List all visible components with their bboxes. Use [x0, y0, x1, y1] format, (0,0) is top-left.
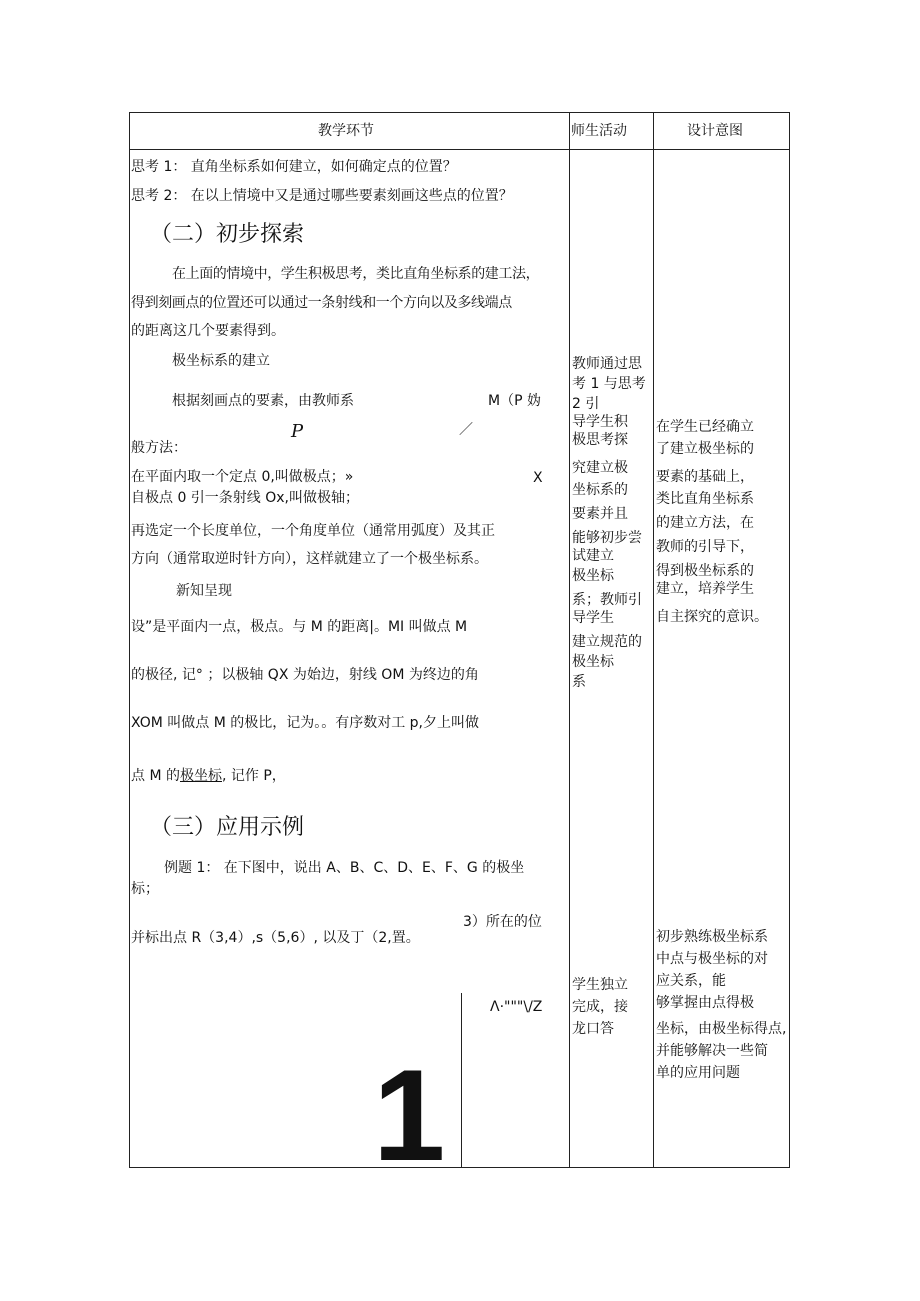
activity-line: 系；教师引 — [572, 592, 642, 608]
activity-line: 系 — [572, 674, 586, 690]
section-heading-2: （二）初步探索 — [150, 222, 305, 247]
general-method-label: 般方法： — [131, 440, 187, 456]
paragraph-line: 的距离这几个要素得到。 — [131, 323, 285, 339]
x-label: X — [533, 470, 543, 486]
activity-line: 建立规范的 — [572, 634, 642, 650]
subheading-polar-system: 极坐标系的建立 — [172, 353, 270, 369]
intent-line: 得到极坐标系的 — [656, 563, 754, 579]
garbled-figure-label: Λ·"""\/Z — [490, 999, 543, 1015]
activity-line: 完成，接 — [572, 999, 628, 1015]
activity-line: 究建立极 — [572, 460, 628, 476]
definition-line: XOM 叫做点 M 的极比，记为。。有序数对工 p,夕上叫做 — [131, 715, 480, 731]
subheading-new-knowledge: 新知呈现 — [176, 583, 232, 599]
header-teaching-stage: 教学环节 — [318, 123, 374, 139]
think-question-1: 思考 1： 直角坐标系如何建立，如何确定点的位置？ — [131, 159, 457, 175]
intent-line: 类比直角坐标系 — [656, 491, 754, 507]
example-line: 标； — [131, 881, 159, 897]
mark-points-line: 并标出点 R（3,4）,s（5,6）, 以及丁（2,置。 — [131, 930, 420, 946]
table-top-border — [129, 112, 790, 113]
table-bottom-border — [129, 1167, 790, 1168]
polar-coordinate-term: 极坐标 — [179, 768, 222, 784]
section-heading-3: （三）应用示例 — [150, 815, 305, 840]
table-right-border — [789, 112, 790, 1168]
intent-line: 自主探究的意识。 — [656, 609, 768, 625]
header-activity: 师生活动 — [571, 123, 627, 139]
intent-line: 够掌握由点得极 — [656, 995, 754, 1011]
slash-mark: ／ — [459, 422, 473, 438]
activity-line: 导学生积 — [572, 414, 628, 430]
intent-block-1 — [656, 418, 768, 626]
intent-line: 应关系，能 — [656, 973, 726, 989]
pole-definition: 在平面内取一个定点 0,叫做极点；» — [131, 469, 354, 485]
activity-line: 2 引 — [572, 396, 600, 412]
p-italic-label: P — [291, 421, 304, 442]
activity-block-2 — [572, 974, 628, 1040]
def-suffix: , 记作 P， — [221, 768, 286, 784]
activity-line: 极坐标 — [572, 568, 614, 584]
big-digit-one: 1 — [373, 1042, 446, 1188]
intent-line: 初步熟练极坐标系 — [656, 929, 768, 945]
basis-line: 根据刻画点的要素，由教师系 — [172, 393, 354, 409]
column-divider-1 — [569, 112, 570, 1168]
intent-block-2 — [656, 926, 786, 1084]
unit-line: 方向（通常取逆时针方向），这样就建立了一个极坐标系。 — [131, 551, 488, 567]
intent-line: 教师的引导下， — [656, 539, 754, 555]
figure-divider-line — [461, 993, 462, 1168]
intent-line: 坐标，由极坐标得点, — [656, 1021, 787, 1037]
activity-line: 教师通过思 — [572, 356, 642, 372]
definition-line: 设”是平面内一点，极点。与 M 的距离|。MI 叫做点 M — [131, 619, 468, 635]
intent-line: 并能够解决一些简 — [656, 1043, 768, 1059]
intent-line: 在学生已经确立 — [656, 419, 754, 435]
example-line: 例题 1： 在下图中，说出 A、B、C、D、E、F、G 的极坐 — [164, 860, 525, 876]
activity-line: 学生独立 — [572, 977, 628, 993]
header-bottom-border — [129, 149, 790, 150]
unit-line: 再选定一个长度单位，一个角度单位（通常用弧度）及其正 — [131, 523, 495, 539]
mp-label: M（P 妫 — [488, 393, 541, 409]
activity-line: 试建立 — [572, 548, 614, 564]
intent-line: 建立，培养学生 — [656, 581, 754, 597]
activity-line: 要素并且 — [572, 506, 628, 522]
header-design-intent: 设计意图 — [687, 123, 743, 139]
activity-line: 导学生 — [572, 610, 614, 626]
intent-line: 单的应用问题 — [656, 1065, 740, 1081]
def-prefix: 点 M 的 — [131, 768, 180, 784]
intent-line: 要素的基础上， — [656, 469, 754, 485]
activity-line: 极坐标 — [572, 654, 614, 670]
table-left-border — [129, 112, 130, 1168]
activity-line: 考 1 与思考 — [572, 376, 646, 392]
activity-line: 龙口答 — [572, 1021, 614, 1037]
mark-line-right: 3）所在的位 — [463, 914, 542, 930]
paragraph-line: 在上面的情境中，学生积极思考，类比直角坐标系的建工法， — [172, 266, 540, 282]
activity-line: 能够初步尝 — [572, 530, 642, 546]
paragraph-line: 得到刻画点的位置还可以通过一条射线和一个方向以及多线端点 — [131, 295, 512, 311]
definition-line-polar-coordinate — [131, 767, 286, 785]
activity-block-1 — [572, 355, 652, 691]
think-question-2: 思考 2： 在以上情境中又是通过哪些要素刻画这些点的位置？ — [131, 188, 513, 204]
axis-definition: 自极点 0 引一条射线 Ox,叫做极轴； — [131, 490, 360, 506]
intent-line: 中点与极坐标的对 — [656, 951, 768, 967]
activity-line: 坐标系的 — [572, 482, 628, 498]
intent-line: 了建立极坐标的 — [656, 441, 754, 457]
column-divider-2 — [653, 112, 654, 1168]
definition-line: 的极径, 记° ；以极轴 QX 为始边，射线 OM 为终边的角 — [131, 667, 479, 683]
activity-line: 极思考探 — [572, 432, 628, 448]
intent-line: 的建立方法，在 — [656, 515, 754, 531]
